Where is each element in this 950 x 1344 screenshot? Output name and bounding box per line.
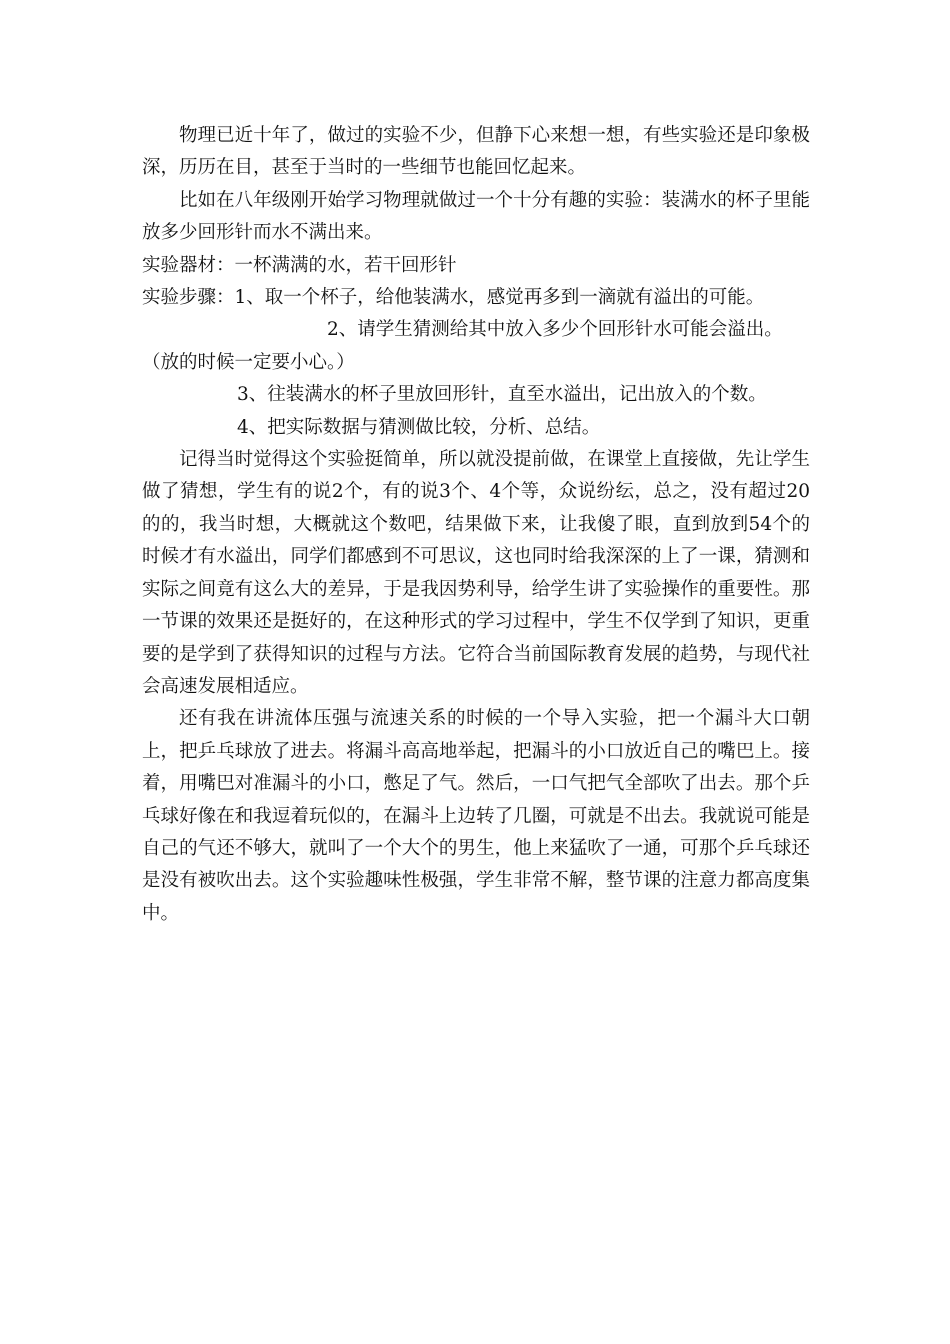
- steps-line-2-note: （放的时候一定要小心。）: [142, 351, 355, 373]
- reflection-paragraph: 记得当时觉得这个实验挺简单，所以就没提前做，在课堂上直接做，先让学生做了猜想，学生有的说2个，有的说3个、4个等，众说纷纭，总之，没有超过20的的，我当时想，大概就这个数吧，结果做下来，让我傻了眼，直到放到54个的时候才有水溢出，同学们都感到不可思议，这也同时给我深深的上了一课，猜测和实际之间竟有这么大的差异，于是我因势利导，给学生讲了实验操作的重要性。那一节课的效果还是挺好的，在这种形式的学习过程中，学生不仅学到了知识，更重要的是学到了获得知识的过程与方法。它符合当前国际教育发展的趋势，与现代社会高速发展相适应。: [142, 449, 810, 697]
- steps-line-3: 3、往装满水的杯子里放回形针，直至水溢出，记出放入的个数。: [237, 384, 767, 406]
- intro-paragraph: 物理已近十年了，做过的实验不少，但静下心来想一想，有些实验还是印象极深，历历在目，甚至于当时的一些细节也能回忆起来。: [142, 125, 810, 179]
- second-experiment-paragraph: 还有我在讲流体压强与流速关系的时候的一个导入实验，把一个漏斗大口朝上，把乒乓球放了进去。将漏斗高高地举起，把漏斗的小口放近自己的嘴巴上。接着，用嘴巴对准漏斗的小口，憋足了气。然后，一口气把气全部吹了出去。那个乒乓球好像在和我逗着玩似的，在漏斗上边转了几圈，可就是不出去。我就说可能是自己的气还不够大，就叫了一个大个的男生，他上来猛吹了一通，可那个乒乓球还是没有被吹出去。这个实验趣味性极强，学生非常不解，整节课的注意力都高度集中。: [142, 708, 810, 924]
- steps-line-4: 4、把实际数据与猜测做比较，分析、总结。: [237, 416, 601, 438]
- document-body: [142, 120, 810, 930]
- steps-line-2: 2、请学生猜测给其中放入多少个回形针水可能会溢出。: [327, 319, 783, 341]
- experiment-intro-paragraph: 比如在八年级刚开始学习物理就做过一个十分有趣的实验：装满水的杯子里能放多少回形针而水不满出来。: [142, 189, 810, 244]
- steps-line-1: 实验步骤：1、取一个杯子，给他装满水，感觉再多到一滴就有溢出的可能。: [142, 287, 765, 309]
- materials-line: 实验器材：一杯满满的水，若干回形针: [142, 254, 457, 276]
